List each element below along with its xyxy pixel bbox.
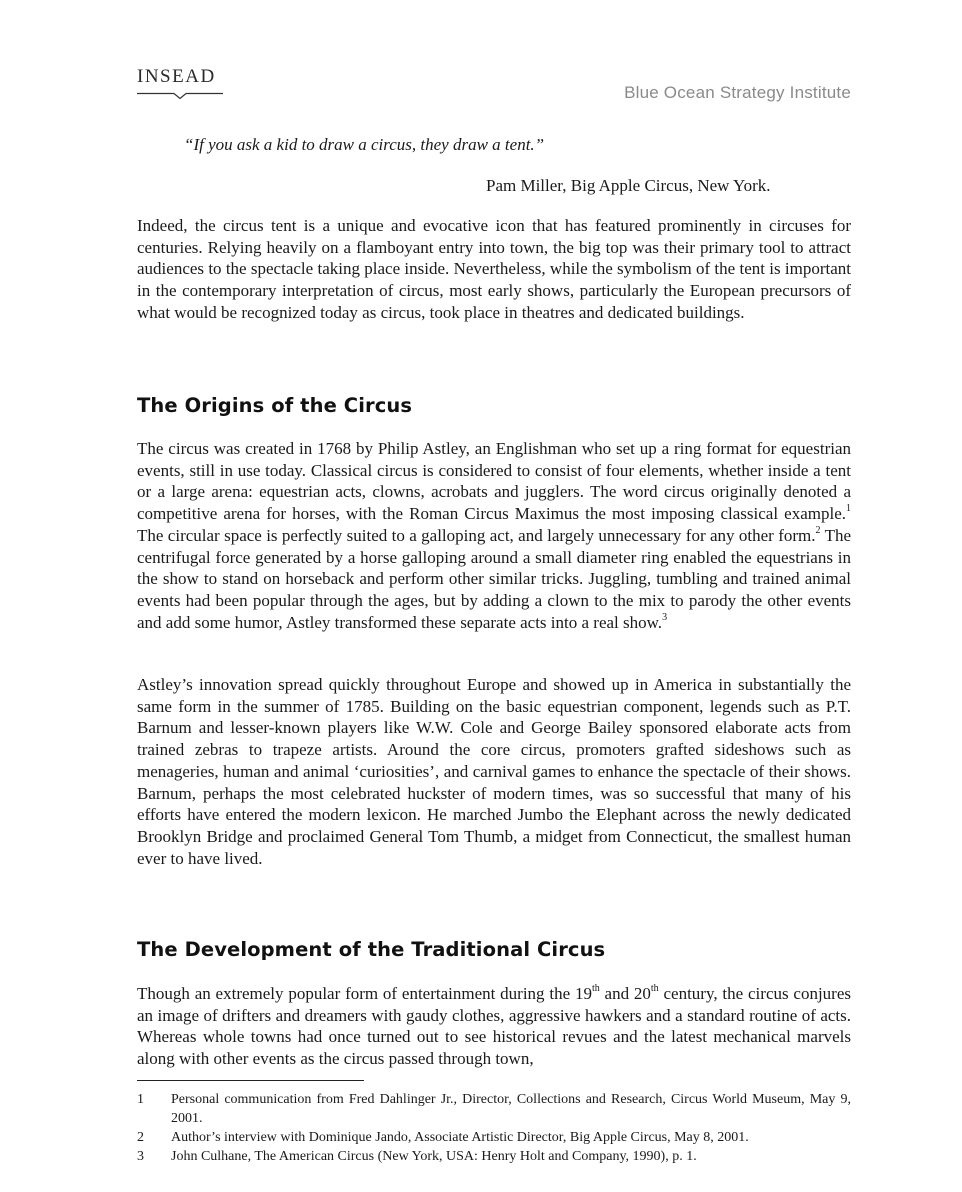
intro-paragraph: Indeed, the circus tent is a unique and evocative icon that has featured prominently in circuses for centuries. Relying heavily on a flamboyant entry into town, the big top was their primary tool to attract audiences to the spectacle taking place inside. Nevertheless, while the symbolism of the tent is important in the contemporary interpretation of circus, most early shows, particularly the European precursors of what would be recognized today as circus, took place in theatres and dedicated buildings. <box>137 216 851 322</box>
epigraph-attribution: Pam Miller, Big Apple Circus, New York. <box>486 176 771 195</box>
footnote-ref-1: 1 <box>846 503 851 515</box>
text-run: Though an extremely popular form of entertainment during the 19 <box>137 984 592 1003</box>
ordinal-suffix: th <box>591 983 600 995</box>
footnote-number: 3 <box>137 1149 144 1164</box>
footnote-number: 1 <box>137 1092 144 1107</box>
origins-paragraph-2: Astley’s innovation spread quickly throughout Europe and showed up in America in substantially the same form in the summer of 1785. Building on the basic equestrian component, legends such as P.T. Barnum and lesser-known players like W.W. Cole and George Bailey sponsored elaborate acts from trained zebras to trapeze artists. Around the core circus, promoters grafted sideshows such as menageries, human and animal ‘curiosities’, and carnival games to enhance the spectacle of their shows. Barnum, perhaps the most celebrated huckster of modern times, was so successful that many of his efforts have entered the modern lexicon. He marched Jumbo the Elephant across the newly dedicated Brooklyn Bridge and proclaimed General Tom Thumb, a midget from Connecticut, the smallest human ever to have lived. <box>137 675 851 868</box>
footnote-item <box>137 1128 851 1147</box>
footnotes-list <box>137 1090 851 1166</box>
origins-paragraph-1 <box>137 438 851 633</box>
footnote-item <box>137 1090 851 1128</box>
insead-logo <box>137 66 223 100</box>
section-heading-development: The Development of the Traditional Circus <box>137 938 606 961</box>
logo-underline-icon <box>137 92 223 100</box>
footnote-text: Author’s interview with Dominique Jando, Associate Artistic Director, Big Apple Circus, May 8, 2001. <box>171 1130 749 1145</box>
development-paragraph <box>137 983 851 1070</box>
footnote-text: John Culhane, The American Circus (New York, USA: Henry Holt and Company, 1990), p. 1. <box>171 1149 697 1164</box>
footnote-number: 2 <box>137 1130 144 1145</box>
footnote-item <box>137 1147 851 1166</box>
ordinal-suffix: th <box>650 983 659 995</box>
text-run: century, the circus conjures an image of drifters and dreamers with gaudy clothes, aggressive hawkers and a standard routine of acts. Whereas whole towns had once turned out to see historical revues and the latest mechanical marvels along with other events as the circus passed through town, <box>137 984 852 1069</box>
text-run: The circular space is perfectly suited to a galloping act, and largely unnecessary for any other form. <box>137 525 816 545</box>
footnote-text: Personal communication from Fred Dahlinger Jr., Director, Collections and Research, Circus World Museum, May 9, 2001. <box>171 1092 851 1126</box>
epigraph-quote: “If you ask a kid to draw a circus, they draw a tent.” <box>184 135 545 154</box>
text-run: The circus was created in 1768 by Philip Astley, an Englishman who set up a ring format for equestrian events, still in use today. Classical circus is considered to consist of four elements, whether inside a tent or a large arena: equestrian acts, clowns, acrobats and jugglers. The word circus originally denoted a competitive arena for horses, with the Roman Circus Maximus the most imposing classical example. <box>137 439 851 524</box>
section-heading-origins: The Origins of the Circus <box>137 394 413 417</box>
footnote-divider <box>137 1080 364 1081</box>
footnote-ref-2: 2 <box>815 525 821 537</box>
institute-name: Blue Ocean Strategy Institute <box>624 83 851 102</box>
logo-text: INSEAD <box>137 66 216 87</box>
text-run: The centrifugal force generated by a horse galloping around a small diameter ring enabled the equestrians in the show to stand on horseback and perform other similar tricks. Juggling, tumbling and trained animal events had been popular through the ages, but by adding a clown to the mix to parody the other events and add some humor, Astley transformed these separate acts into a real show. <box>137 525 851 632</box>
footnote-ref-3: 3 <box>662 611 668 623</box>
text-run: and 20 <box>599 984 651 1003</box>
